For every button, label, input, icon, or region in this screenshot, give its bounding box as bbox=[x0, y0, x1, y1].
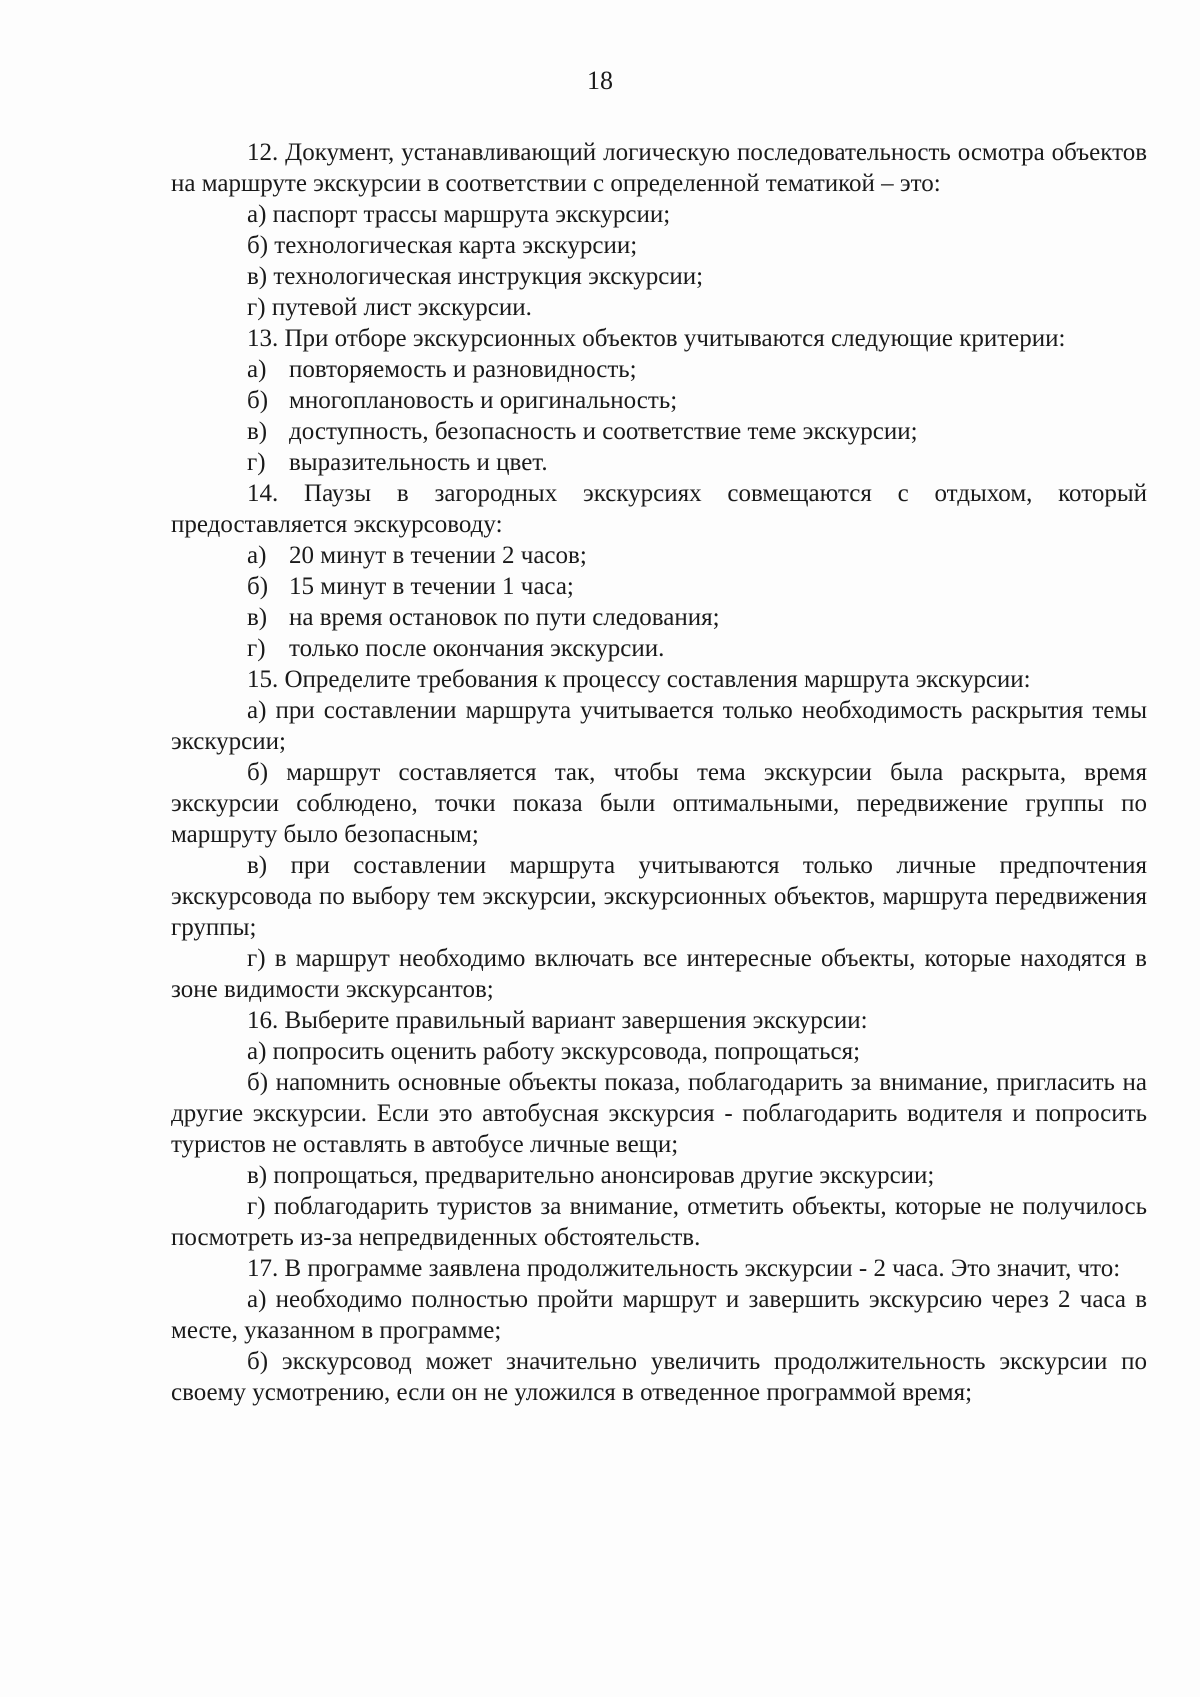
answer-14-a bbox=[171, 540, 1147, 571]
answer-label: а) bbox=[247, 356, 267, 383]
answer-14-d bbox=[171, 633, 1147, 664]
answer-15-d: г) в маршрут необходимо включать все интересные объекты, которые находятся в зоне видимости экскурсантов; bbox=[171, 945, 1147, 1003]
answer-16-c: в) попрощаться, предварительно анонсировав другие экскурсии; bbox=[247, 1162, 935, 1189]
question-17: 17. В программе заявлена продолжительность экскурсии - 2 часа. Это значит, что: bbox=[247, 1255, 1121, 1282]
answer-13-a bbox=[171, 354, 1147, 385]
answer-13-c bbox=[171, 416, 1147, 447]
answer-12-c: в) технологическая инструкция экскурсии; bbox=[247, 263, 704, 290]
answer-17-a: а) необходимо полностью пройти маршрут и завершить экскурсию через 2 часа в месте, указанном в программе; bbox=[171, 1286, 1147, 1344]
answer-text: повторяемость и разновидность; bbox=[289, 356, 637, 383]
question-16: 16. Выберите правильный вариант завершения экскурсии: bbox=[247, 1007, 868, 1034]
answer-label: б) bbox=[247, 387, 269, 414]
answer-12-d: г) путевой лист экскурсии. bbox=[247, 294, 532, 321]
answer-label: г) bbox=[247, 449, 266, 476]
page-number: 18 bbox=[587, 66, 613, 95]
answer-17-b: б) экскурсовод может значительно увеличить продолжительность экскурсии по своему усмотрению, если он не уложился в отведенное программой время; bbox=[171, 1348, 1147, 1406]
answer-15-b: б) маршрут составляется так, чтобы тема экскурсии была раскрыта, время экскурсии соблюдено, точки показа были оптимальными, передвижение группы по маршруту было безопасным; bbox=[171, 759, 1147, 848]
answer-14-c bbox=[171, 602, 1147, 633]
answer-15-a: а) при составлении маршрута учитывается только необходимость раскрытия темы экскурсии; bbox=[171, 697, 1147, 755]
answer-label: г) bbox=[247, 635, 266, 662]
question-14: 14. Паузы в загородных экскурсиях совмещаются с отдыхом, который предоставляется экскурсоводу: bbox=[171, 480, 1147, 538]
answer-14-b bbox=[171, 571, 1147, 602]
document-body bbox=[171, 137, 1147, 1408]
answer-label: в) bbox=[247, 604, 268, 631]
answer-text: 15 минут в течении 1 часа; bbox=[289, 573, 574, 600]
answer-text: доступность, безопасность и соответствие теме экскурсии; bbox=[289, 418, 918, 445]
answer-12-a: а) паспорт трассы маршрута экскурсии; bbox=[247, 201, 671, 228]
answer-16-b: б) напомнить основные объекты показа, поблагодарить за внимание, пригласить на другие экскурсии. Если это автобусная экскурсия - поблагодарить водителя и попросить туристов не оставлять в автобусе личные вещи; bbox=[171, 1069, 1147, 1158]
answer-text: только после окончания экскурсии. bbox=[289, 635, 665, 662]
answer-label: б) bbox=[247, 573, 269, 600]
answer-13-b bbox=[171, 385, 1147, 416]
answer-16-d: г) поблагодарить туристов за внимание, отметить объекты, которые не получилось посмотреть из-за непредвиденных обстоятельств. bbox=[171, 1193, 1147, 1251]
answer-13-d bbox=[171, 447, 1147, 478]
answer-12-b: б) технологическая карта экскурсии; bbox=[247, 232, 638, 259]
question-13: 13. При отборе экскурсионных объектов учитываются следующие критерии: bbox=[247, 325, 1066, 352]
answer-text: 20 минут в течении 2 часов; bbox=[289, 542, 587, 569]
answer-label: в) bbox=[247, 418, 268, 445]
question-12: 12. Документ, устанавливающий логическую последовательность осмотра объектов на маршруте экскурсии в соответствии с определенной тематикой – это: bbox=[171, 139, 1147, 197]
answer-15-c: в) при составлении маршрута учитываются только личные предпочтения экскурсовода по выбору тем экскурсии, экскурсионных объектов, маршрута передвижения группы; bbox=[171, 852, 1147, 941]
answer-text: выразительность и цвет. bbox=[289, 449, 548, 476]
answer-text: на время остановок по пути следования; bbox=[289, 604, 720, 631]
question-15: 15. Определите требования к процессу составления маршрута экскурсии: bbox=[247, 666, 1031, 693]
answer-16-a: а) попросить оценить работу экскурсовода, попрощаться; bbox=[247, 1038, 861, 1065]
answer-label: а) bbox=[247, 542, 267, 569]
answer-text: многоплановость и оригинальность; bbox=[289, 387, 678, 414]
